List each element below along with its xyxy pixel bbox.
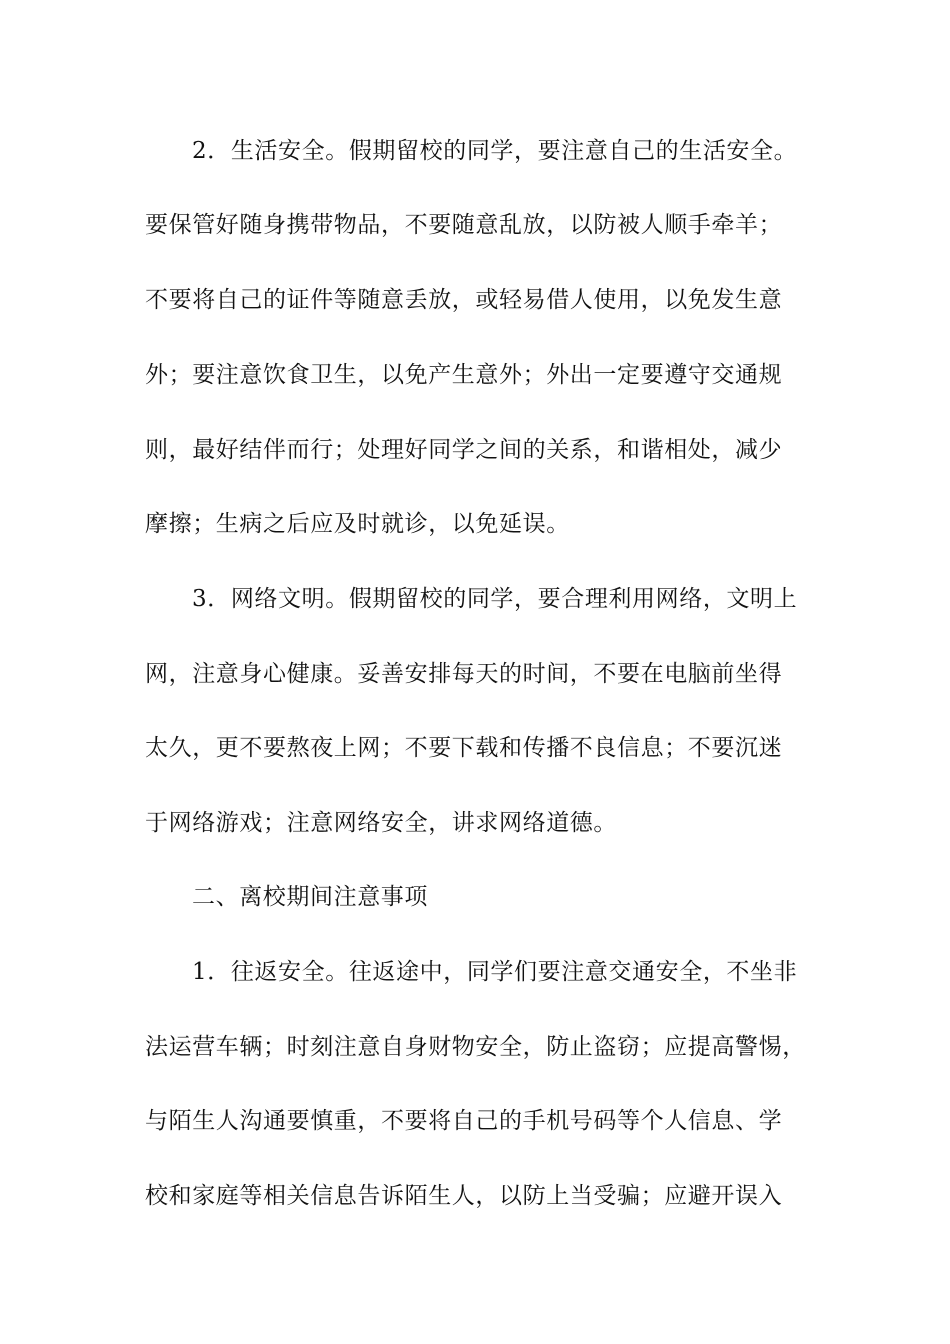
paragraph-line: 校和家庭等相关信息告诉陌生人，以防上当受骗；应避开误入 [145, 1183, 783, 1209]
paragraph-line: 要保管好随身携带物品，不要随意乱放，以防被人顺手牵羊； [145, 212, 783, 238]
paragraph-line: 太久，更不要熬夜上网；不要下载和传播不良信息；不要沉迷 [145, 735, 783, 761]
paragraph-line: 1．往返安全。往返途中，同学们要注意交通安全，不坐非 [192, 959, 798, 985]
paragraph-line: 与陌生人沟通要慎重，不要将自己的手机号码等个人信息、学 [145, 1108, 783, 1134]
paragraph-line: 2．生活安全。假期留校的同学，要注意自己的生活安全。 [192, 138, 798, 164]
paragraph-line: 于网络游戏；注意网络安全，讲求网络道德。 [145, 810, 617, 836]
paragraph-line: 3．网络文明。假期留校的同学，要合理利用网络，文明上 [192, 586, 798, 612]
paragraph-line: 外；要注意饮食卫生，以免产生意外；外出一定要遵守交通规 [145, 362, 783, 388]
paragraph-line: 网，注意身心健康。妥善安排每天的时间，不要在电脑前坐得 [145, 661, 783, 687]
paragraph-line: 法运营车辆；时刻注意自身财物安全，防止盗窃；应提高警惕， [145, 1034, 806, 1060]
paragraph-line: 摩擦；生病之后应及时就诊，以免延误。 [145, 511, 570, 537]
paragraph-line: 则，最好结伴而行；处理好同学之间的关系，和谐相处，减少 [145, 437, 783, 463]
paragraph-line: 不要将自己的证件等随意丢放，或轻易借人使用，以免发生意 [145, 287, 783, 313]
section-heading: 二、离校期间注意事项 [192, 884, 428, 910]
